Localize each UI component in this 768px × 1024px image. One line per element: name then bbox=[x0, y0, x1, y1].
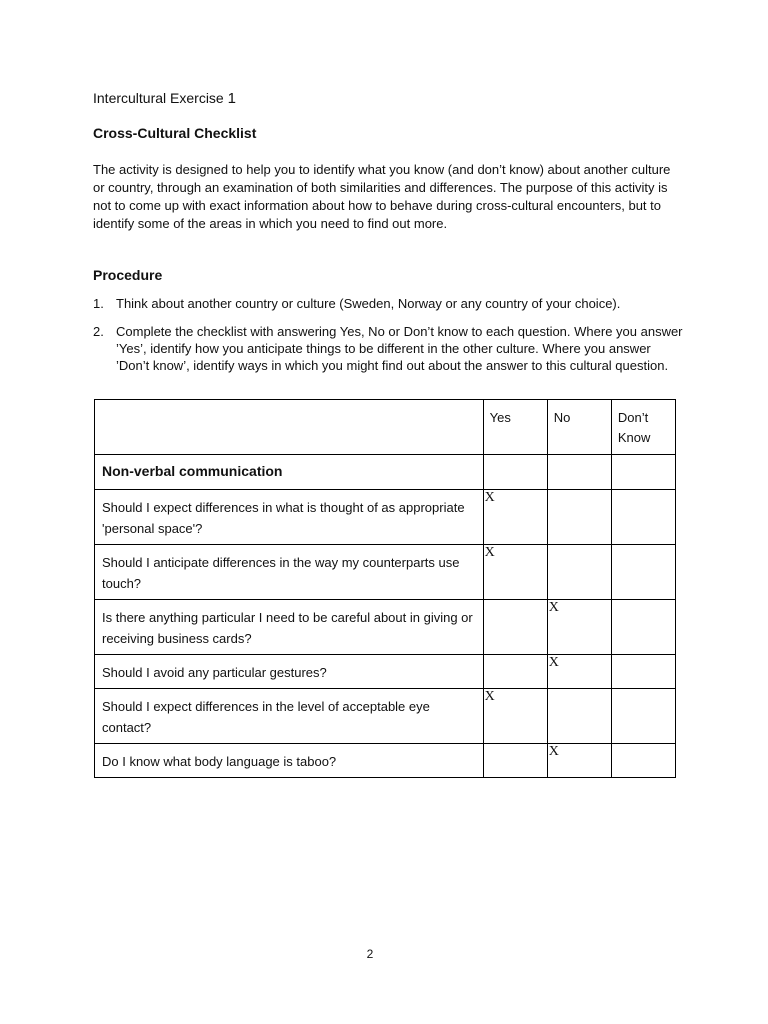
question-cell bbox=[95, 689, 484, 744]
step-text: Think about another country or culture (Sweden, Norway or any country of your choice). bbox=[116, 296, 621, 311]
yes-mark bbox=[484, 600, 547, 601]
table-row bbox=[95, 490, 676, 545]
empty-cell bbox=[611, 455, 675, 490]
empty-cell bbox=[547, 455, 611, 490]
no-mark bbox=[548, 545, 611, 546]
header-question-cell bbox=[95, 400, 484, 455]
no-cell[interactable] bbox=[547, 600, 611, 655]
checklist-table bbox=[94, 399, 676, 778]
yes-mark: X bbox=[484, 689, 495, 704]
yes-mark bbox=[484, 744, 547, 745]
yes-mark: X bbox=[484, 545, 495, 560]
question-text: Is there anything particular I need to be careful about in giving or receiving business cards? bbox=[102, 610, 473, 646]
question-cell bbox=[95, 600, 484, 655]
header-no-cell bbox=[547, 400, 611, 455]
header-dont-know-cell bbox=[611, 400, 675, 455]
header-no: No bbox=[553, 410, 571, 425]
yes-cell[interactable] bbox=[483, 744, 547, 778]
no-mark: X bbox=[548, 600, 559, 615]
document-title bbox=[93, 90, 236, 107]
step-number: 2. bbox=[93, 324, 104, 339]
table-row bbox=[95, 655, 676, 689]
question-text: Should I expect differences in what is thought of as appropriate 'personal space'? bbox=[102, 500, 465, 536]
dont-know-mark bbox=[612, 600, 675, 601]
procedure-heading: Procedure bbox=[93, 267, 163, 283]
step-text: Complete the checklist with answering Yes, No or Don’t know to each question. Where you answer ’Yes’, identify how you anticipate things to be different in the other culture. Where you answer ’Don’t know’, identify ways in which you might find out about the answer to this cultural question. bbox=[116, 324, 683, 373]
dont-know-cell[interactable] bbox=[611, 545, 675, 600]
procedure-steps bbox=[93, 295, 683, 385]
yes-cell[interactable] bbox=[483, 545, 547, 600]
no-cell[interactable] bbox=[547, 744, 611, 778]
step-number: 1. bbox=[93, 296, 104, 311]
header-dont-know: Don’t Know bbox=[617, 410, 651, 445]
intro-paragraph: The activity is designed to help you to identify what you know (and don’t know) about another culture or country, through an examination of both similarities and differences. The purpose of this activity is not to come up with exact information about how to behave during cross-cultural encounters, but to identify some of the areas in which you need to find out more. bbox=[93, 162, 671, 231]
no-cell[interactable] bbox=[547, 689, 611, 744]
yes-mark bbox=[484, 655, 547, 656]
no-mark bbox=[548, 689, 611, 690]
checklist-heading: Cross-Cultural Checklist bbox=[93, 125, 257, 141]
procedure-step bbox=[93, 295, 683, 312]
no-cell[interactable] bbox=[547, 545, 611, 600]
no-mark bbox=[548, 490, 611, 491]
no-mark: X bbox=[548, 655, 559, 670]
dont-know-mark bbox=[612, 545, 675, 546]
dont-know-cell[interactable] bbox=[611, 655, 675, 689]
dont-know-mark bbox=[612, 655, 675, 656]
yes-cell[interactable] bbox=[483, 655, 547, 689]
section-row bbox=[95, 455, 676, 490]
yes-cell[interactable] bbox=[483, 490, 547, 545]
question-cell bbox=[95, 744, 484, 778]
no-mark: X bbox=[548, 744, 559, 759]
no-cell[interactable] bbox=[547, 490, 611, 545]
dont-know-cell[interactable] bbox=[611, 600, 675, 655]
dont-know-cell[interactable] bbox=[611, 744, 675, 778]
procedure-step bbox=[93, 323, 683, 374]
yes-mark: X bbox=[484, 490, 495, 505]
section-cell bbox=[95, 455, 484, 490]
dont-know-cell[interactable] bbox=[611, 689, 675, 744]
yes-cell[interactable] bbox=[483, 600, 547, 655]
yes-cell[interactable] bbox=[483, 689, 547, 744]
question-text: Should I anticipate differences in the way my counterparts use touch? bbox=[102, 555, 460, 591]
dont-know-mark bbox=[612, 744, 675, 745]
page-number: 2 bbox=[366, 947, 374, 961]
question-text: Should I expect differences in the level of acceptable eye contact? bbox=[102, 699, 430, 735]
table-row bbox=[95, 545, 676, 600]
dont-know-cell[interactable] bbox=[611, 490, 675, 545]
title-text: Intercultural Exercise bbox=[93, 90, 224, 106]
no-cell[interactable] bbox=[547, 655, 611, 689]
table-header-row bbox=[95, 400, 676, 455]
table-row bbox=[95, 744, 676, 778]
question-cell bbox=[95, 490, 484, 545]
empty-cell bbox=[483, 455, 547, 490]
question-cell bbox=[95, 545, 484, 600]
question-text: Should I avoid any particular gestures? bbox=[102, 665, 327, 680]
table-row bbox=[95, 600, 676, 655]
dont-know-mark bbox=[612, 689, 675, 690]
header-yes-cell bbox=[483, 400, 547, 455]
title-number: 1 bbox=[227, 90, 236, 107]
header-yes: Yes bbox=[489, 410, 511, 425]
question-text: Do I know what body language is taboo? bbox=[102, 754, 337, 769]
table-row bbox=[95, 689, 676, 744]
question-cell bbox=[95, 655, 484, 689]
section-title: Non-verbal communication bbox=[102, 463, 283, 479]
dont-know-mark bbox=[612, 490, 675, 491]
